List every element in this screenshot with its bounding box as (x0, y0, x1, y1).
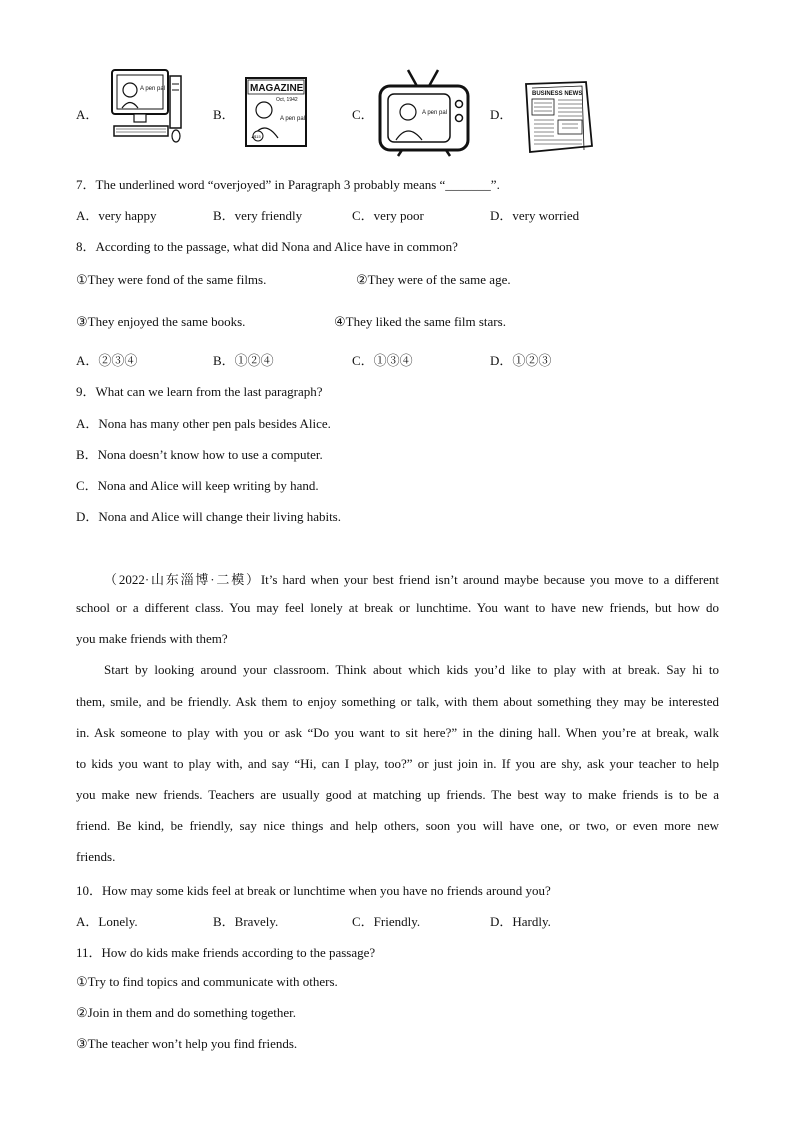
passage-p2-line2: them, smile, and be friendly. Ask them to enjoy something or talk, with them about something they may be interested (76, 694, 719, 709)
q7-option-c: C．very poor (352, 208, 424, 223)
passage-p2-line7: friends. (76, 849, 116, 864)
q11-statement-2: ②Join in them and do something together. (76, 1005, 296, 1020)
q11-statement-1: ①Try to find topics and communicate with others. (76, 974, 338, 989)
computer-image (106, 66, 184, 148)
q8-option-c: C．①③④ (352, 353, 413, 368)
passage-p2-line1: Start by looking around your classroom. Think about which kids you’d like to play with at break. Say hi to (104, 662, 719, 677)
q6-option-a-label: A． (76, 107, 99, 122)
q8-stem: 8．According to the passage, what did Nona and Alice have in common? (76, 239, 458, 254)
passage-p2-line4: to kids you want to play with, and say “Hi, can I play, too?” or just join in. If you are shy, ask your teacher to help (76, 756, 719, 771)
q9-option-d: D．Nona and Alice will change their living habits. (76, 509, 341, 524)
q8-option-d: D．①②③ (490, 353, 552, 368)
passage-p2-line3: in. Ask someone to play with you or ask “Do you want to sit here?” in the dining hall. When you’re at break, walk (76, 725, 719, 740)
svg-text:A pen pal: A pen pal (280, 116, 306, 122)
q8-option-a: A．②③④ (76, 353, 138, 368)
q8-statement-4: ④They liked the same film stars. (334, 314, 506, 329)
svg-text:BUSINESS NEWS: BUSINESS NEWS (532, 91, 583, 97)
q8-statement-1: ①They were fond of the same films. (76, 272, 267, 287)
q10-option-a: A．Lonely. (76, 914, 138, 929)
television-image (378, 66, 472, 158)
passage-p1-line1: （2022·山东淄博·二模）It’s hard when your best friend isn’t around maybe because you move to a different (104, 572, 719, 587)
newspaper-image (522, 80, 598, 156)
passage-p1-line2: school or a different class. You may feel lonely at break or lunchtime. You want to have new friends, but how do (76, 600, 719, 615)
q10-option-b: B．Bravely. (213, 914, 279, 929)
q6-option-d-label: D． (490, 107, 513, 122)
q8-statement-3: ③They enjoyed the same books. (76, 314, 246, 329)
q10-stem: 10．How may some kids feel at break or lunchtime when you have no friends around you? (76, 883, 551, 898)
svg-text:MAGAZINE: MAGAZINE (250, 83, 304, 94)
passage-p1-line3: you make friends with them? (76, 631, 228, 646)
q9-stem: 9．What can we learn from the last paragraph? (76, 384, 323, 399)
q8-option-b: B．①②④ (213, 353, 274, 368)
passage-p2-line6: friend. Be kind, be friendly, say nice things and help others, soon you will have one, or two, or even more new (76, 818, 719, 833)
q7-option-b: B．very friendly (213, 208, 303, 223)
q7-option-d: D．very worried (490, 208, 580, 223)
q6-option-b-label: B． (213, 107, 235, 122)
q9-option-c: C．Nona and Alice will keep writing by hand. (76, 478, 319, 493)
svg-text:Oct, 1942: Oct, 1942 (276, 97, 298, 103)
q7-stem: 7．The underlined word “overjoyed” in Paragraph 3 probably means “_______”. (76, 177, 500, 192)
svg-text:A pen pal: A pen pal (422, 110, 448, 116)
q10-option-c: C．Friendly. (352, 914, 421, 929)
passage-p2-line5: you make new friends. Teachers are usually good at matching up friends. The best way to make friends is to be a (76, 787, 719, 802)
q9-option-a: A．Nona has many other pen pals besides Alice. (76, 416, 331, 431)
svg-text:$15: $15 (254, 134, 261, 139)
q11-stem: 11．How do kids make friends according to the passage? (76, 945, 376, 960)
magazine-image (244, 76, 310, 150)
svg-text:A pen pal: A pen pal (140, 86, 166, 92)
q6-option-c-label: C． (352, 107, 374, 122)
q9-option-b: B．Nona doesn’t know how to use a computer. (76, 447, 323, 462)
q7-option-a: A．very happy (76, 208, 157, 223)
q10-option-d: D．Hardly. (490, 914, 551, 929)
q8-statement-2: ②They were of the same age. (356, 272, 511, 287)
q11-statement-3: ③The teacher won’t help you find friends. (76, 1036, 298, 1051)
